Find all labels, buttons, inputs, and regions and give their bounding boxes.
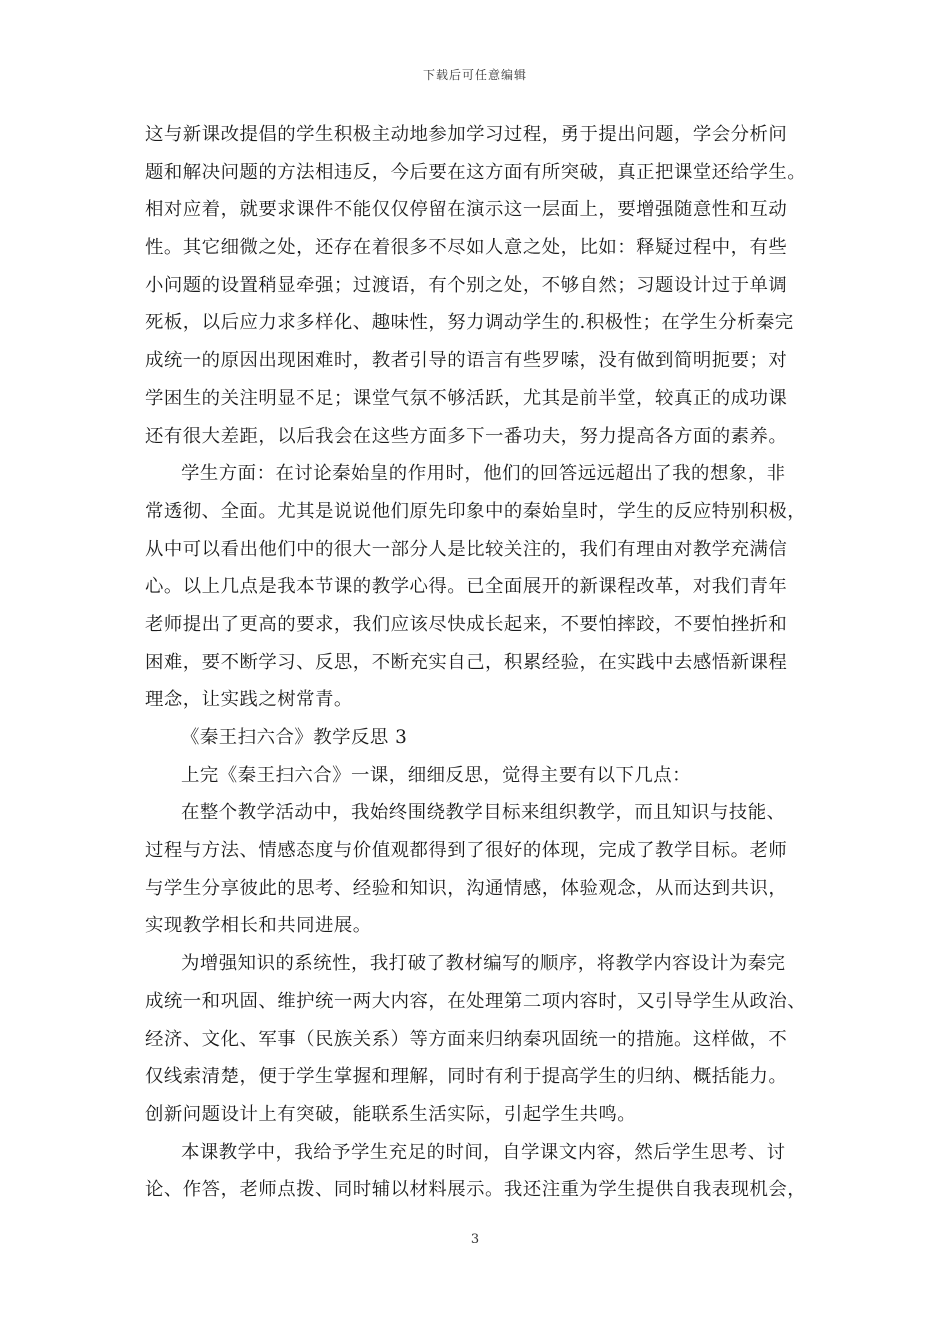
text-line: 学生方面：在讨论秦始皇的作用时，他们的回答远远超出了我的想象，非	[181, 463, 786, 485]
text-line: 成统一的原因出现困难时，教者引导的语言有些罗嗦，没有做到简明扼要；对	[145, 350, 788, 372]
text-line: 老师提出了更高的要求，我们应该尽快成长起来，不要怕摔跤，不要怕挫折和	[145, 613, 788, 635]
page-number: 3	[470, 1232, 480, 1247]
text-line: 题和解决问题的方法相违反，今后要在这方面有所突破，真正把课堂还给学生。	[145, 161, 807, 183]
text-line: 与学生分享彼此的思考、经验和知识，沟通情感，体验观念，从而达到共识，	[145, 877, 788, 899]
text-line: 心。以上几点是我本节课的教学心得。已全面展开的新课程改革，对我们青年	[145, 576, 788, 598]
page-header: 下载后可任意编辑	[422, 68, 527, 82]
text-line: 为增强知识的系统性，我打破了教材编写的顺序，将教学内容设计为秦完	[181, 953, 786, 975]
text-line: 论、作答，老师点拨、同时辅以材料展示。我还注重为学生提供自我表现机会，	[145, 1179, 807, 1201]
document-body	[145, 116, 815, 1209]
text-line: 创新问题设计上有突破，能联系生活实际，引起学生共鸣。	[145, 1103, 637, 1125]
text-line: 实现教学相长和共同进展。	[145, 915, 372, 937]
text-line: 过程与方法、情感态度与价值观都得到了很好的体现，完成了教学目标。老师	[145, 840, 788, 862]
text-line: 经济、文化、军事（民族关系）等方面来归纳秦巩固统一的措施。这样做，不	[145, 1028, 788, 1050]
text-line: 这与新课改提倡的学生积极主动地参加学习过程，勇于提出问题，学会分析问	[145, 124, 788, 145]
text-line: 相对应着，就要求课件不能仅仅停留在演示这一层面上，要增强随意性和互动	[145, 199, 788, 221]
text-line: 还有很大差距，以后我会在这些方面多下一番功夫，努力提高各方面的素养。	[145, 425, 788, 447]
text-line: 从中可以看出他们中的很大一部分人是比较关注的，我们有理由对教学充满信	[145, 538, 788, 560]
text-line: 成统一和巩固、维护统一两大内容，在处理第二项内容时，又引导学生从政治、	[145, 990, 807, 1012]
text-line: 仅线索清楚，便于学生掌握和理解，同时有利于提高学生的归纳、概括能力。	[145, 1066, 788, 1088]
text-line: 性。其它细微之处，还存在着很多不尽如人意之处，比如：释疑过程中，有些	[145, 237, 788, 259]
text-line: 学困生的关注明显不足；课堂气氛不够活跃，尤其是前半堂，较真正的成功课	[145, 387, 788, 409]
text-line: 在整个教学活动中，我始终围绕教学目标来组织教学，而且知识与技能、	[181, 802, 786, 824]
text-line: 困难，要不断学习、反思，不断充实自己，积累经验，在实践中去感悟新课程	[145, 651, 788, 673]
text-line: 死板，以后应力求多样化、趣味性，努力调动学生的.积极性；在学生分析秦完	[145, 312, 794, 334]
text-line: 《秦王扫六合》教学反思 3	[181, 727, 408, 748]
text-line: 理念，让实践之树常青。	[145, 689, 353, 711]
text-line: 常透彻、全面。尤其是说说他们原先印象中的秦始皇时，学生的反应特别积极，	[145, 500, 807, 522]
text-line: 小问题的设置稍显牵强；过渡语，有个别之处，不够自然；习题设计过于单调	[145, 274, 788, 296]
text-line: 上完《秦王扫六合》一课，细细反思，觉得主要有以下几点：	[181, 764, 692, 786]
text-line: 本课教学中，我给予学生充足的时间，自学课文内容，然后学生思考、讨	[181, 1141, 786, 1163]
